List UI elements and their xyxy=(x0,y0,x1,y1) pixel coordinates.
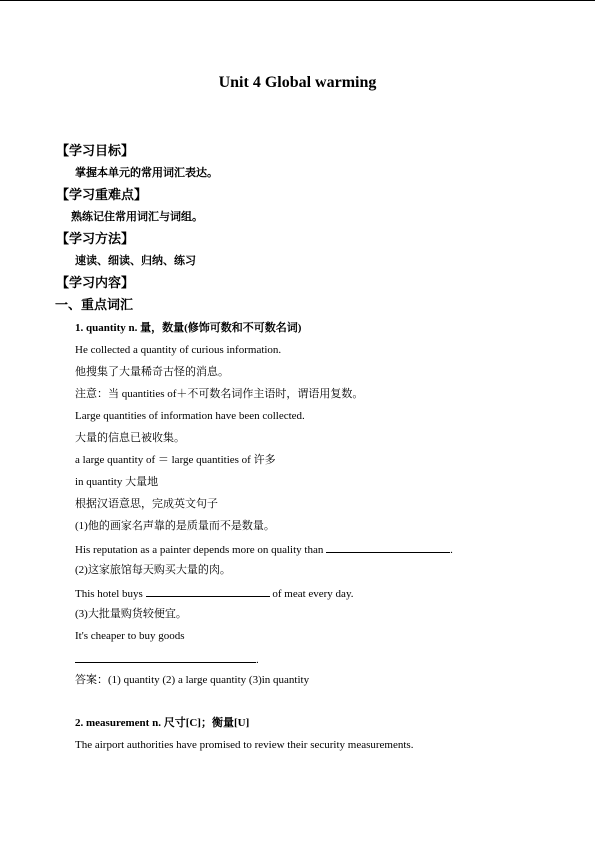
entry-quantity-line: Large quantities of information have been collected. xyxy=(75,410,305,422)
content-heading: 【学习内容】 xyxy=(56,275,135,290)
top-border-line xyxy=(0,0,595,1)
exercise-question-en: It's cheaper to buy goods xyxy=(75,630,185,642)
difficulties-text: 熟练记住常用词汇与词组。 xyxy=(71,211,203,223)
exercise-question-en xyxy=(75,585,353,601)
entry-measurement-line: The airport authorities have promised to review their security measurements. xyxy=(75,739,414,751)
key-vocabulary-heading: 一、重点词汇 xyxy=(55,297,134,312)
exercise-question-en xyxy=(75,541,453,557)
entry-quantity-head: 1. quantity n. 量，数量(修饰可数和不可数名词) xyxy=(75,322,302,334)
objectives-heading: 【学习目标】 xyxy=(56,143,135,158)
exercise-answer-key: 答案：(1) quantity (2) a large quantity (3)in quantity xyxy=(75,674,310,686)
methods-heading: 【学习方法】 xyxy=(56,231,135,246)
entry-quantity-note: 注意：当 quantities of＋不可数名词作主语时，谓语用复数。 xyxy=(75,388,364,400)
entry-quantity-line: 他搜集了大量稀奇古怪的消息。 xyxy=(75,366,229,378)
exercise-question-cn: (2)这家旅馆每天购买大量的肉。 xyxy=(75,564,231,576)
entry-quantity-line: He collected a quantity of curious information. xyxy=(75,344,282,356)
answer-blank[interactable] xyxy=(326,541,450,553)
exercise-text: His reputation as a painter depends more on quality than xyxy=(75,544,327,556)
exercise-instruction: 根据汉语意思，完成英文句子 xyxy=(75,498,218,510)
entry-quantity-phrase: a large quantity of ＝ large quantities of 许多 xyxy=(75,454,276,466)
answer-blank[interactable] xyxy=(75,651,256,663)
exercise-text: . xyxy=(450,544,453,556)
entry-quantity-line: 大量的信息已被收集。 xyxy=(75,432,185,444)
exercise-text: . xyxy=(256,654,259,666)
entry-quantity-phrase: in quantity 大量地 xyxy=(75,476,159,488)
page-title: Unit 4 Global warming xyxy=(218,74,377,91)
methods-text: 速读、细读、归纳、练习 xyxy=(75,255,196,267)
exercise-question-cn: (1)他的画家名声靠的是质量而不是数量。 xyxy=(75,520,275,532)
answer-blank[interactable] xyxy=(146,585,270,597)
exercise-question-cn: (3)大批量购货较便宜。 xyxy=(75,608,187,620)
objectives-text: 掌握本单元的常用词汇表达。 xyxy=(75,167,218,179)
exercise-answer-line xyxy=(75,651,259,667)
difficulties-heading: 【学习重难点】 xyxy=(56,187,148,202)
exercise-text: This hotel buys xyxy=(75,588,146,600)
entry-measurement-head: 2. measurement n. 尺寸[C]；衡量[U] xyxy=(75,717,250,729)
exercise-text: of meat every day. xyxy=(269,588,354,600)
